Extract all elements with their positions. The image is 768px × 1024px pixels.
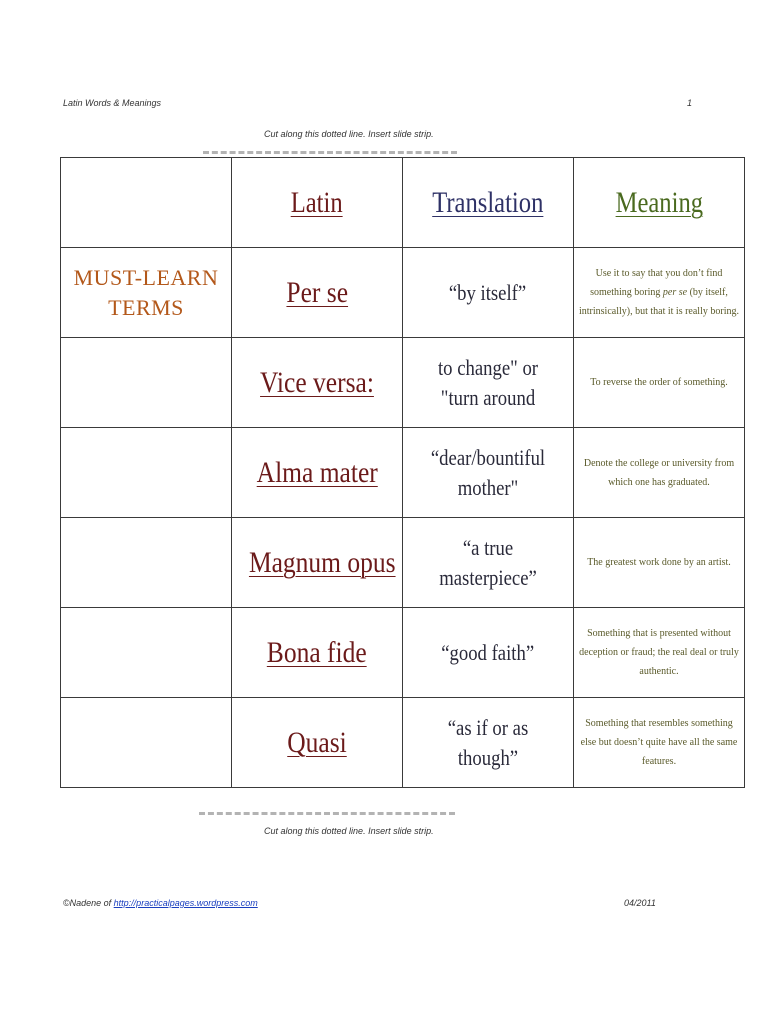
translation-header-cell [403, 158, 574, 248]
meaning-cell [574, 338, 745, 428]
latin-term-cell [232, 248, 403, 338]
footer-credit [63, 898, 258, 908]
empty-cell [61, 518, 232, 608]
meaning-text-italic: per se [662, 287, 688, 298]
meaning-text [578, 454, 740, 492]
footer-date: 04/2011 [624, 898, 656, 908]
meaning-cell [574, 428, 745, 518]
meaning-text [578, 624, 740, 681]
latin-term: Per se [286, 275, 348, 309]
meaning-text-part: The greatest work done by an artist. [587, 557, 731, 568]
translation-text: to change" or "turn around [437, 354, 539, 410]
latin-term: Alma mater [256, 455, 378, 489]
meaning-text [578, 714, 740, 771]
footer-author: ©Nadene of [63, 898, 114, 908]
table-row [61, 518, 745, 608]
meaning-text-part: To reverse the order of something. [590, 377, 728, 388]
empty-cell [61, 698, 232, 788]
table-row [61, 248, 745, 338]
latin-term: Bona fide [267, 635, 367, 669]
latin-term-cell [232, 338, 403, 428]
translation-cell [403, 518, 574, 608]
translation-cell [403, 428, 574, 518]
translation-cell [403, 698, 574, 788]
table-row [61, 608, 745, 698]
translation-column-header: Translation [432, 185, 544, 219]
latin-header-cell [232, 158, 403, 248]
cut-line-bottom [199, 812, 455, 815]
translation-text: “dear/bountiful mother" [430, 444, 546, 500]
cut-instruction-bottom: Cut along this dotted line. Insert slide strip. [264, 826, 434, 836]
cut-line-top [203, 151, 457, 154]
section-label-line2: TERMS [108, 294, 184, 320]
section-label-cell [61, 248, 232, 338]
translation-cell [403, 338, 574, 428]
latin-column-header: Latin [291, 185, 343, 219]
translation-cell [403, 248, 574, 338]
meaning-text [578, 373, 740, 392]
meaning-cell [574, 608, 745, 698]
meaning-header-cell [574, 158, 745, 248]
meaning-text [578, 553, 740, 572]
table-header-row [61, 158, 745, 248]
empty-cell [61, 428, 232, 518]
table-row [61, 428, 745, 518]
latin-term: Quasi [287, 725, 347, 759]
document-title: Latin Words & Meanings [63, 98, 162, 108]
latin-term: Magnum opus [248, 545, 396, 579]
meaning-text-part: Something that resembles something else but doesn’t quite have all the same features. [580, 718, 738, 767]
footer-website-link[interactable]: http://practicalpages.wordpress.com [113, 898, 258, 908]
translation-cell [403, 608, 574, 698]
meaning-cell [574, 248, 745, 338]
translation-text: “a true masterpiece” [439, 534, 537, 590]
meaning-cell [574, 518, 745, 608]
table-row [61, 698, 745, 788]
cut-instruction-top: Cut along this dotted line. Insert slide strip. [264, 129, 434, 139]
latin-term-cell [232, 608, 403, 698]
latin-term-cell [232, 698, 403, 788]
translation-text: “by itself” [449, 279, 527, 305]
meaning-cell [574, 698, 745, 788]
empty-cell [61, 338, 232, 428]
meaning-text [578, 264, 740, 321]
meaning-column-header: Meaning [615, 185, 703, 219]
meaning-text-part: Use it to say that you don’t find something boring [590, 268, 723, 298]
meaning-text-part: (by itself, intrinsically), but that it is really boring. [579, 287, 739, 317]
table-row [61, 338, 745, 428]
meaning-text-part: Denote the college or university from which one has graduated. [583, 457, 735, 488]
empty-cell [61, 608, 232, 698]
latin-term: Vice versa: [260, 365, 374, 399]
empty-header-cell [61, 158, 232, 248]
section-label-line1: MUST-LEARN [73, 264, 219, 290]
meaning-text-part: Something that is presented without deception or fraud; the real deal or truly authentic. [579, 628, 739, 677]
translation-text: “as if or as though” [447, 714, 529, 770]
latin-terms-table [60, 157, 745, 788]
translation-text: “good faith” [441, 639, 535, 665]
latin-term-cell [232, 518, 403, 608]
latin-term-cell [232, 428, 403, 518]
page-number: 1 [687, 98, 693, 108]
